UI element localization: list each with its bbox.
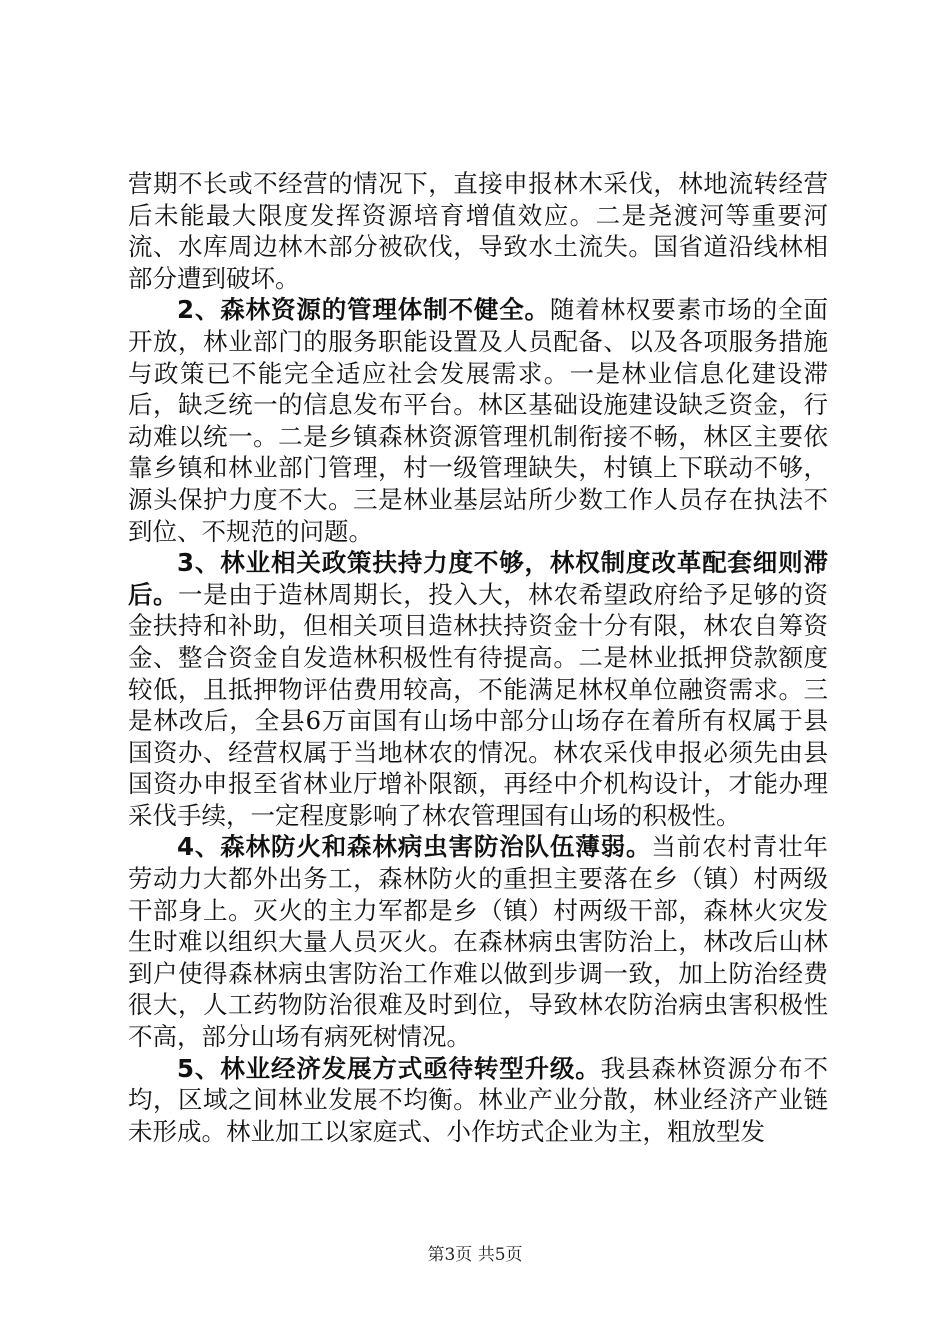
paragraph-heading: 4、森林防火和森林病虫害防治队伍薄弱。 xyxy=(177,832,652,862)
page-footer xyxy=(0,1240,950,1265)
paragraph-heading: 2、森林资源的管理体制不健全。 xyxy=(177,295,550,325)
paragraph-economic-development xyxy=(128,1053,828,1148)
paragraph-policy-support xyxy=(128,547,828,831)
paragraph-text: 当前农村青壮年劳动力大都外出务工，森林防火的重担主要落在乡（镇）村两级干部身上。灭火的主力军都是乡（镇）村两级干部，森林火灾发生时难以组织大量人员灭火。在森林病虫害防治上，林改后山林到户使得森林病虫害防治工作难以做到步调一致，加上防治经费很大，人工药物防治很难及时到位，导致林农防治病虫害积极性不高，部分山场有病死树情况。 xyxy=(128,832,829,1052)
paragraph-heading: 5、林业经济发展方式亟待转型升级。 xyxy=(177,1053,601,1083)
paragraph-text: 随着林权要素市场的全面开放，林业部门的服务职能设置及人员配备、以及各项服务措施与政策已不能完全适应社会发展需求。一是林业信息化建设滞后，缺乏统一的信息发布平台。林区基础设施建设缺乏资金，行动难以统一。二是乡镇森林资源管理机制衔接不畅，林区主要依靠乡镇和林业部门管理，村一级管理缺失，村镇上下联动不够，源头保护力度不大。三是林业基层站所少数工作人员存在执法不到位、不规范的问题。 xyxy=(128,295,829,546)
page-number: 第3页 共5页 xyxy=(427,1245,523,1265)
paragraph-continued xyxy=(128,168,828,294)
paragraph-text: 营期不长或不经营的情况下，直接申报林木采伐，林地流转经营后未能最大限度发挥资源培育增值效应。二是尧渡河等重要河流、水库周边林木部分被砍伐，导致水土流失。国省道沿线林相部分遭到破坏。 xyxy=(128,169,828,293)
paragraph-heading: 3、林业相关政策扶持力度不够，林权制度改革配套细则滞后。 xyxy=(128,548,828,609)
paragraph-fire-prevention xyxy=(128,831,828,1052)
paragraph-text: 我县森林资源分布不均，区域之间林业发展不均衡。林业产业分散，林业经济产业链未形成。林业加工以家庭式、小作坊式企业为主，粗放型发 xyxy=(128,1053,829,1146)
document-body xyxy=(128,168,828,1147)
paragraph-text: 一是由于造林周期长，投入大，林农希望政府给予足够的资金扶持和补助，但相关项目造林扶持资金十分有限，林农自筹资金、整合资金自发造林积极性有待提高。二是林业抵押贷款额度较低，且抵押物评估费用较高，不能满足林权单位融资需求。三是林改后，全县6万亩国有山场中部分山场存在着所有权属于县国资办、经营权属于当地林农的情况。林农采伐申报必须先由县国资办申报至省林业厅增补限额，再经中介机构设计，才能办理采伐手续，一定程度影响了林农管理国有山场的积极性。 xyxy=(128,579,829,830)
paragraph-management-system xyxy=(128,294,828,547)
